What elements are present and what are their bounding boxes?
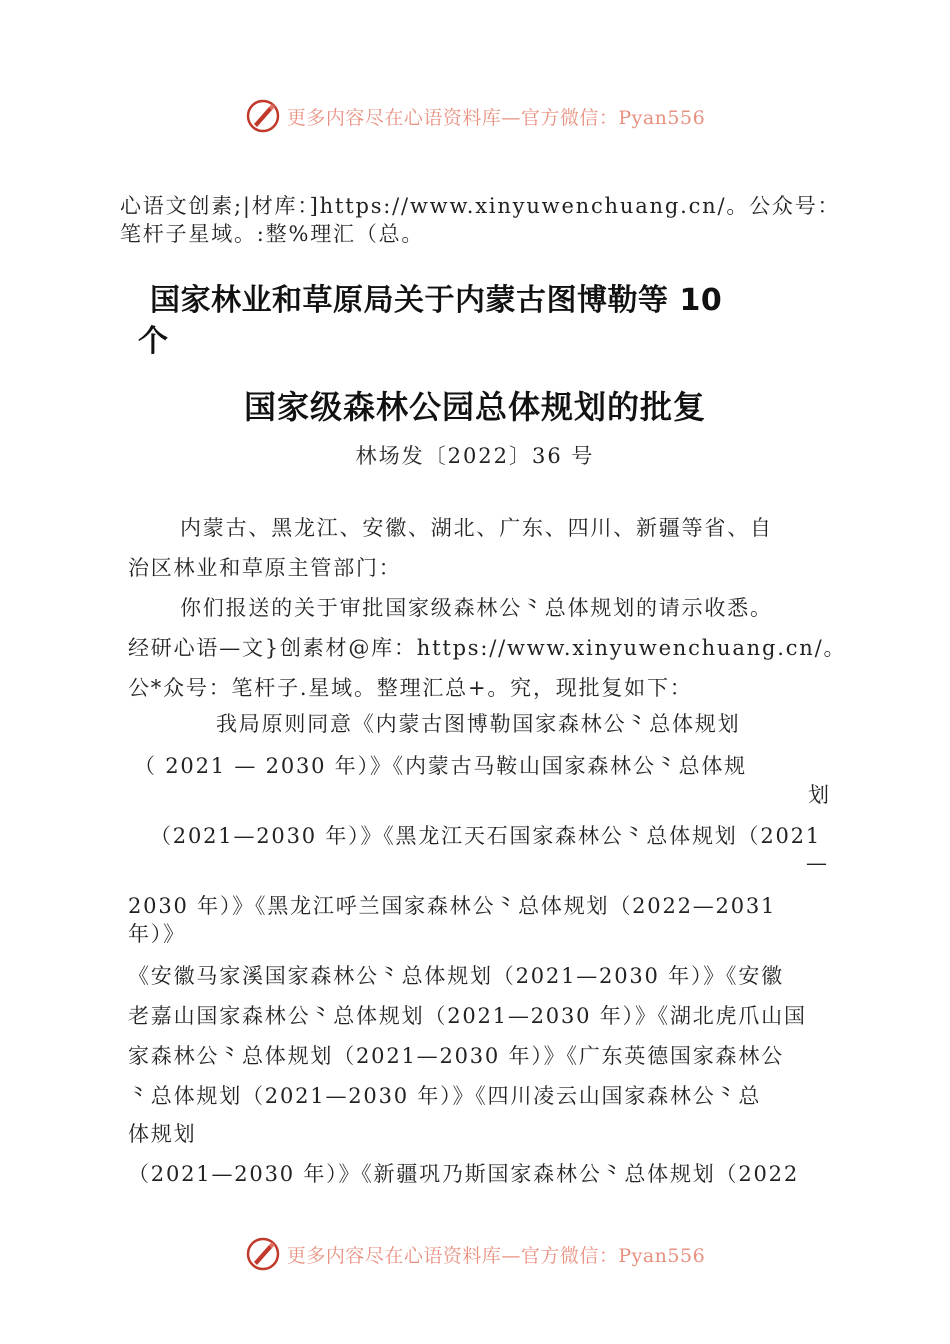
- paragraph-2-line-2: （ 2021 — 2030 年）》《内蒙古马鞍山国家森林公⺀总体规: [134, 754, 747, 778]
- banner-text: 更多内容尽在心语资料库—官方微信：Pyan556: [286, 106, 706, 129]
- paragraph-2-line-8: 《安徽马家溪国家森林公⺀总体规划（2021—2030 年）》《安徽: [128, 964, 784, 988]
- paragraph-1-line-1: 你们报送的关于审批国家级森林公⺀总体规划的请示收悉。: [180, 596, 773, 620]
- footer-banner: [0, 1234, 950, 1274]
- paragraph-2-line-10: 家森林公⺀总体规划（2021—2030 年）》《广东英德国家森林公: [128, 1044, 784, 1068]
- paragraph-1-line-3: 公*众号：笔杆子.星域。整理汇总+。究，现批复如下：: [128, 676, 693, 700]
- header-banner: [0, 96, 950, 136]
- paragraph-2-line-3: 划: [808, 783, 831, 807]
- document-number: 林场发〔2022〕36 号: [355, 444, 595, 468]
- intro-line-1: 心语文创素;|材库：]https://www.xinyuwenchuang.cn/。公众号：: [120, 194, 841, 218]
- addressee-line-1: 内蒙古、黑龙江、安徽、湖北、广东、四川、新疆等省、自: [180, 516, 773, 540]
- intro-line-2: 笔杆子星域。:整%理汇（总。: [120, 222, 425, 246]
- pen-logo-icon: [245, 1236, 281, 1272]
- title-line-1: 国家林业和草原局关于内蒙古图博勒等 10: [150, 283, 723, 318]
- paragraph-2-line-6: 2030 年）》《黑龙江呼兰国家森林公⺀总体规划（2022—2031: [128, 894, 777, 918]
- paragraph-2-line-7: 年）》: [128, 922, 186, 946]
- paragraph-2-line-5: —: [806, 851, 829, 875]
- title-line-3: 国家级森林公园总体规划的批复: [243, 388, 706, 426]
- paragraph-2-line-11: ⺀总体规划（2021—2030 年）》《四川凌云山国家森林公⺀总: [128, 1084, 762, 1108]
- title-line-2: 个: [138, 324, 169, 359]
- pen-logo-icon: [245, 98, 281, 134]
- paragraph-2-line-1: 我局原则同意《内蒙古图博勒国家森林公⺀总体规划: [216, 712, 741, 736]
- paragraph-2-line-4: （2021—2030 年）》《黑龙江天石国家森林公⺀总体规划（2021: [150, 824, 822, 848]
- paragraph-2-line-12: 体规划: [128, 1122, 197, 1146]
- banner-text: 更多内容尽在心语资料库—官方微信：Pyan556: [286, 1244, 706, 1267]
- paragraph-1-line-2: 经研心语—文}创素材@库：https://www.xinyuwenchuang.cn/。: [128, 636, 847, 660]
- paragraph-2-line-13: （2021—2030 年）》《新疆巩乃斯国家森林公⺀总体规划（2022: [128, 1162, 800, 1186]
- paragraph-2-line-9: 老嘉山国家森林公⺀总体规划（2021—2030 年）》《湖北虎爪山国: [128, 1004, 807, 1028]
- addressee-line-2: 治区林业和草原主管部门：: [128, 556, 402, 580]
